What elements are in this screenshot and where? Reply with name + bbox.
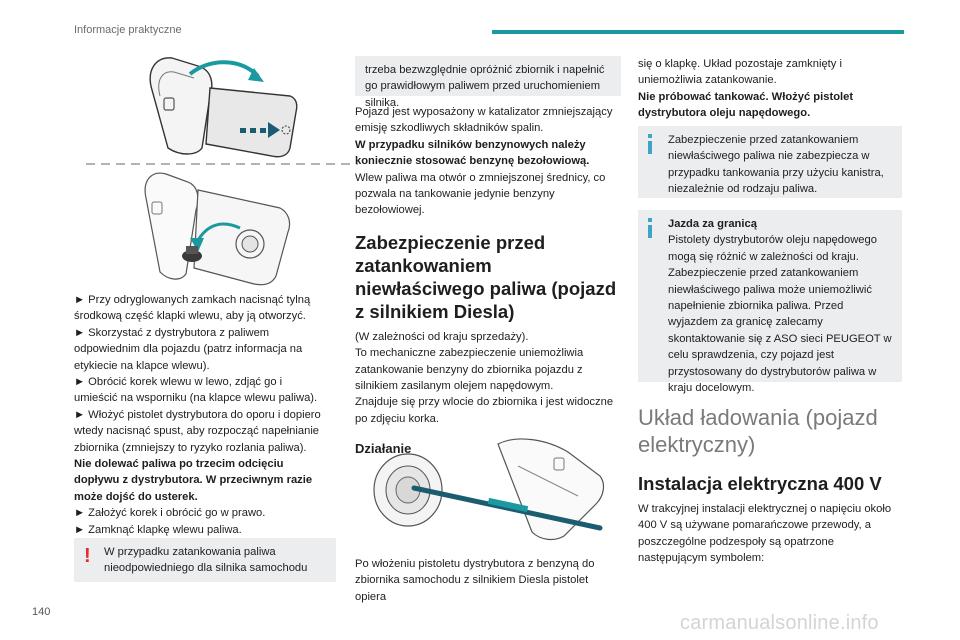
chapter-heading: Układ ładowania (pojazd elektryczny) [638,405,878,457]
step-text: ► Przy odryglowanych zamkach nacisnąć tylną środkową część klapki wlewu, aby ją otworzyć. [74,294,311,323]
watermark: carmanualsonline.info [680,612,879,634]
step-text: ► Włożyć pistolet dystrybutora do oporu i dopiero wtedy nacisnąć spust, aby rozpocząć napełnianie zbiornika (zmniejszy to ryzyko rozlania paliwa). [74,408,321,454]
column-3-text [638,56,906,122]
figure-divider [86,162,358,166]
paragraph: Pojazd jest wyposażony w katalizator zmniejszający emisję szkodliwych składników spalin. [355,106,613,135]
paragraph: się o klapkę. Układ pozostaje zamknięty i uniemożliwia zatankowanie. [638,58,842,87]
column-1-text [74,292,324,538]
info-title: Jazda za granicą [668,218,757,230]
info-text: Pistolety dystrybutorów oleju napędowego mogą się różnić w zależności od kraju. Zabezpieczenie przed zatankowaniem niewłaściwego paliwa może uniemożliwić napełnienie zbiornika paliwa. Przed wyjazdem za granicę zalecamy skontaktowanie się z ASO sieci PEUGEOT w celu sprawdzenia, czy pojazd jest przystosowany do dystrybutorów paliwa w kraju docelowym. [668,234,892,395]
section-heading: Instalacja elektryczna 400 V [638,473,882,494]
fuel-flap-open-illustration [140,52,300,160]
page-number: 140 [32,606,51,618]
paragraph: (W zależności od kraju sprzedaży). [355,330,529,343]
header-accent-bar [492,30,904,34]
paragraph: W trakcyjnej instalacji elektrycznej o napięciu około 400 V są używane pomarańczowe przewody, a poszczególne podzespoły są opatrzone następującym symbolem: [638,503,892,565]
bold-paragraph: W przypadku silników benzynowych należy koniecznie stosować benzynę bezołowiową. [355,138,590,168]
section-heading: Zabezpieczenie przed zatankowaniem niewłaściwego paliwa (pojazd z silnikiem Diesla) [355,231,617,322]
paragraph: Po włożeniu pistoletu dystrybutora z benzyną do zbiornika samochodu z silnikiem Diesla pistolet opiera [355,558,595,603]
running-header: Informacje praktyczne [74,24,182,36]
info-icon [648,134,652,154]
bold-note: Nie dolewać paliwa po trzecim odcięciu dopływu z dystrybutora. W przeciwnym razie może dojść do usterek. [74,458,313,503]
step-text: ► Zamknąć klapkę wlewu paliwa. [74,523,242,536]
warning-box-continued [355,56,621,109]
paragraph-action [355,556,621,605]
info-icon [648,218,652,238]
paragraph: Znajduje się przy wlocie do zbiornika i jest widoczne po zdjęciu korka. [355,396,614,425]
step-text: ► Założyć korek i obrócić go w prawo. [74,507,266,520]
step-text: ► Obrócić korek wlewu w lewo, zdjąć go i umieścić na wsporniku (na klapce wlewu paliwa). [74,376,318,405]
paragraph: Wlew paliwa ma otwór o zmniejszonej średnicy, co pozwala na tankowanie jedynie benzyny bezołowiowej. [355,171,606,217]
step-text: ► Skorzystać z dystrybutora z paliwem odpowiednim dla pojazdu (patrz informacja na etykiecie na klapce wlewu). [74,326,303,372]
info-text: Zabezpieczenie przed zatankowaniem niewłaściwego paliwa nie zabezpiecza w przypadku tankowania przy użyciu kanistra, niezależnie od rodzaju paliwa. [668,134,884,196]
warning-box [74,538,336,582]
bold-paragraph: Nie próbować tankować. Włożyć pistolet dystrybutora oleju napędowego. [638,90,854,120]
fuel-cap-removal-illustration [138,168,296,286]
warning-text: trzeba bezwzględnie opróżnić zbiornik i napełnić go prawidłowym paliwem przed uruchomieniem silnika. [365,64,605,109]
warning-icon: ! [84,545,91,567]
info-box-canister [638,126,902,198]
warning-text: W przypadku zatankowania paliwa nieodpowiedniego dla silnika samochodu [104,546,308,575]
paragraph: To mechaniczne zabezpieczenie uniemożliwia zatankowanie benzyny do zbiornika pojazdu z silnikiem zasilanym olejem napędowym. [355,347,584,393]
subheading: Działanie [355,441,412,457]
column-3-lower [638,404,906,567]
info-box-abroad [638,210,902,395]
column-2-text [355,104,621,457]
misfuel-device-illustration [368,436,608,544]
